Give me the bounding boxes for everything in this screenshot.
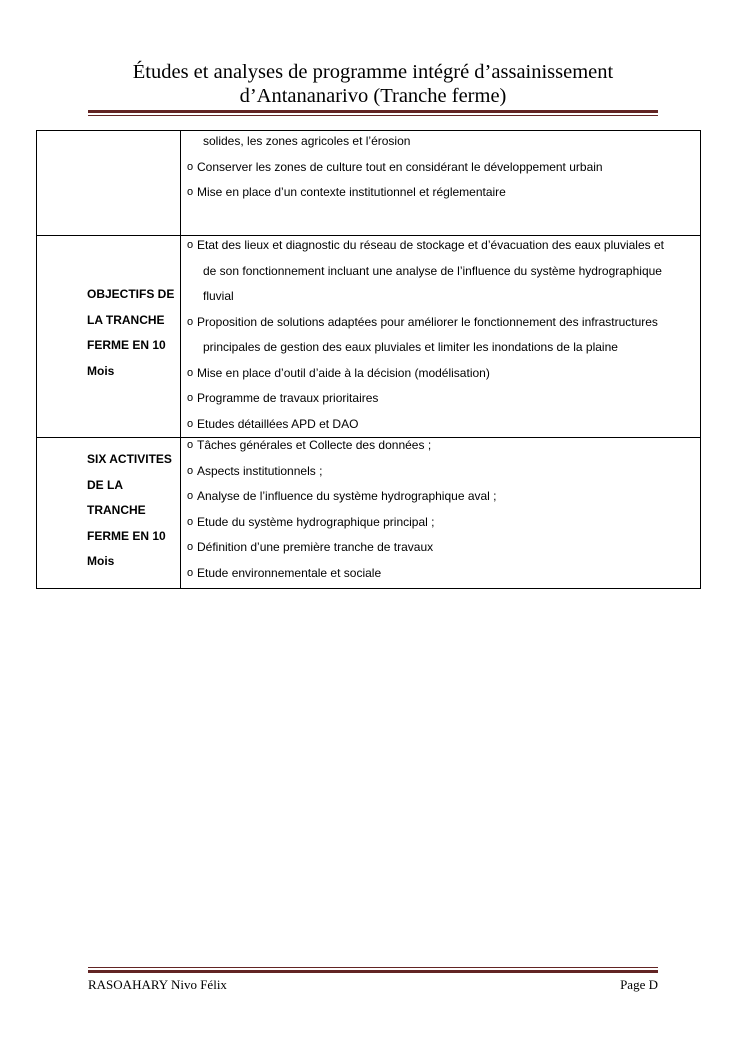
bullet-marker: o [187,566,194,579]
bullet-marker: o [187,439,194,451]
row-label-line: FERME EN 10 [87,338,166,352]
list-item: de son fonctionnement incluant une analyse de l’influence du système hydrographique [203,263,662,278]
list-item: o Mise en place d’outil d’aide à la décision (modélisation) [187,361,700,387]
list-item: o Analyse de l’influence du système hydrographique aval ; [187,484,700,510]
row-label-line: Mois [87,363,115,378]
list-item: o Proposition de solutions adaptées pour améliorer le fonctionnement des infrastructures [187,310,700,336]
row-content-cell [181,131,701,236]
footer-author: RASOAHARY Nivo Félix [88,977,227,992]
bullet-marker: o [187,464,194,477]
bullet-marker: o [187,392,194,404]
row-label-line: FERME EN 10 [87,528,166,543]
row-label-cell [37,131,181,236]
footer-rule-thin [88,967,658,968]
bullet-marker: o [187,417,194,430]
bullet-marker: o [187,366,194,379]
row-content-cell [181,438,701,589]
list-item: o Programme de travaux prioritaires [187,386,700,412]
header-title-line-2: d’Antananarivo (Tranche ferme) [239,85,507,107]
bullet-marker: o [187,186,194,198]
row-label-cell [37,438,181,589]
row-label-line: Mois [87,554,115,568]
bullet-marker: o [187,315,194,328]
row-label-line: LA TRANCHE [87,312,165,327]
row-label-line: DE LA [87,477,123,492]
list-item: fluvial [203,289,234,303]
header-rule-thick [88,110,658,113]
row-label-line: OBJECTIFS DE [87,287,175,301]
list-item: o Etude environnementale et sociale [187,561,700,587]
list-item: o Conserver les zones de culture tout en considérant le développement urbain [187,155,700,181]
list-item: o Etude du système hydrographique principal ; [187,510,700,536]
row-label-line: TRANCHE [87,503,146,517]
bullet-marker: o [187,160,194,173]
header-rule-thin [88,115,658,116]
header-title-line-1: Études et analyses de programme intégré d’assainissement [132,61,614,83]
table-row [37,236,701,438]
list-item: o Etat des lieux et diagnostic du réseau de stockage et d’évacuation des eaux pluviales et [187,233,700,259]
table-row [37,131,701,236]
page-header [88,60,658,108]
list-item: o Aspects institutionnels ; [187,459,700,485]
table-row [37,438,701,589]
bullet-marker: o [187,515,194,528]
bullet-marker: o [187,490,194,502]
row-label-cell [37,236,181,438]
list-item: o Définition d’une première tranche de travaux [187,535,700,561]
row-content-cell [181,236,701,438]
row-label-line: SIX ACTIVITES [87,452,172,466]
objectives-table [36,130,701,589]
footer-rule-thick [88,970,658,973]
bullet-marker: o [187,541,194,553]
footer-page-number: Page D [620,977,658,992]
bullet-marker: o [187,239,194,251]
list-item: o Tâches générales et Collecte des données ; [187,433,700,459]
list-item: o Etudes détaillées APD et DAO [187,412,700,438]
list-item: solides, les zones agricoles et l’érosion [203,134,411,148]
list-item: principales de gestion des eaux pluviales et limiter les inondations de la plaine [203,340,618,354]
list-item: o Mise en place d’un contexte institutionnel et réglementaire [187,180,700,206]
